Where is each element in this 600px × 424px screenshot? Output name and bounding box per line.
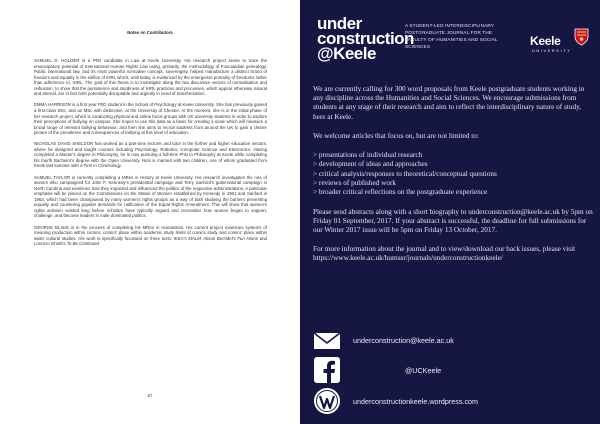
info-paragraph: For more information about the journal and to view/download our back issues, please visit https://www.keele.ac.uk/humssr/journals/underconstructionkeele/ [313, 245, 576, 263]
topics-list [313, 151, 593, 197]
bio-blake-end: . [98, 241, 101, 247]
keele-university-logo [530, 28, 590, 56]
topic-item: > development of ideas and approaches [313, 160, 428, 169]
keele-subtitle: UNIVERSITY [532, 49, 572, 53]
email-contact[interactable] [313, 326, 593, 354]
bio-blake-italic-1: MALM [188, 235, 201, 241]
bio-blake [34, 225, 267, 247]
wordpress-link[interactable]: underconstructionkeele.wordpress.com [353, 397, 479, 406]
bio-sheldon: NICHOLAS DAVID SHELDON has worked as a part-time lecturer and tutor in the further and higher education sectors, where he designed and taught courses including Psychology, Robotics, Computer Science and Electronics. Having completed a Master's degree in Philosophy, he is now pursuing a full-time PhD in Philosophy at Keele while completing his fourth Bachelor's degree with the Open University. Nick is married with two children, one of whom graduated from Keele last summer with a First in Criminology. [34, 141, 267, 169]
contributor-bios [34, 58, 267, 252]
facebook-icon [313, 356, 341, 384]
topic-item: > critical analysis/responses to theoretical/conceptual questions [313, 169, 497, 178]
logo-line-3: @Keele [317, 44, 376, 63]
topic-item: > broader critical reflections on the postgraduate experience [313, 188, 488, 197]
bio-blake-mid-2: and Lorenzo Ghetti's [34, 235, 267, 247]
intro-paragraph: We are currently calling for 300 word proposals from Keele postgraduate students working in any discipline across the Humanities and Social Sciences. We encourage submissions from students at any stage of their research and aim to reflect the interdisciplinary nature of study, here at Keele. [313, 85, 585, 121]
submission-paragraph: Please send abstracts along with a short biography to underconstruction@keele.ac.uk by 5pm on Friday 01 September, 2017. If your abstract is successful, the deadline for full submissions for our Winter 2017 issue will be 5pm on Friday 13 October, 2017. [313, 207, 593, 234]
right-page [300, 0, 600, 424]
bio-blake-mid: , Alison Bechdel's [200, 235, 238, 241]
page-title: Notes on Contributors [127, 30, 173, 35]
keele-wordmark: Keele [530, 34, 561, 48]
email-link[interactable]: underconstruction@keele.ac.uk [353, 336, 454, 345]
wordpress-contact[interactable] [313, 387, 593, 415]
call-for-papers [313, 85, 593, 274]
mail-icon [313, 326, 341, 354]
journal-logo [317, 16, 414, 61]
twitter-contact[interactable] [313, 356, 593, 384]
journal-tagline: A STUDENT-LED INTERDISCIPLINARY POSTGRADUATE JOURNAL FOR THE FACULTY OF HUMANITIES AND SOCIAL SCIENCES [405, 23, 498, 49]
bio-blake-text: GEORGE BLAKE is in the process of completing his MRes in Humanities. His current project examines systems of meaning production within comics; comics' place within academic study limits of comics study and comics' place within wider cultural studies. His work is specifically focussed on three texts: IKEA's [34, 224, 267, 241]
keele-crest-icon [574, 28, 589, 46]
logo-line-1: under [317, 14, 362, 33]
wordpress-icon [313, 387, 341, 415]
topic-item: > reviews of published work [313, 178, 397, 187]
bio-blake-italic-2: Fun Home [237, 235, 259, 241]
bio-taylor: SAMUEL TAYLOR is currently completing a MRes in History at Keele University. His research investigates the role of women who campaigned for John F. Kennedy's presidential campaign and Terry Sanford's gubernatorial campaign in North Carolina and examines how they impacted and influenced the politics of the respective administrations. A particular emphasis will be placed on the Commissions on the Status of Women established by Kennedy in 1961 and Sanford in 1963, which had been championed by many women's rights groups as a way of both studying the barriers preventing equality and countering popular demands for ratification of the Equal Rights Amendment. This will show that women's rights activism existed long before scholars have typically argued and reconsider how women began to support, challenge, and become leaders in male dominated politics. [34, 174, 267, 219]
page-number: 57 [147, 393, 153, 398]
bio-blake-italic-3: To Be Continued [66, 241, 99, 247]
bio-holder: SAMUEL D. HOLDER is a PhD candidate in Law at Keele University. His research project seeks to trace the emancipatory potential of International Human Rights Law using, primarily, the methodology of Foucauldian genealogy. Public international law, and its most powerful normative concept, sovereignty, helped manufacture a distinct brand of freedom and equality in the edifice of IHRL which, until today, is evidenced by the emergence primarily of freedoms rather than adherence to, IHRL. The goal of this thesis is to investigate along the two discursive vectors of normalisation and reification, to show that the persistence and sturdiness of IHRL practices and processes, which appear otherwise natural and eternal, are in fact both potentially disruptable and urgently in need of transformation. [34, 58, 267, 97]
twitter-handle[interactable]: @UCKeele [405, 366, 442, 375]
logo-line-2: construction [317, 29, 414, 48]
topics-intro: We welcome articles that focus on, but are not limited to: [313, 131, 479, 140]
topics-section [313, 132, 593, 141]
topic-item: > presentations of individual research [313, 151, 423, 160]
bio-harrison: EMMA HARRISON is a first year PhD student in the School of Psychology at Keele University. She has previously gained a first-class BSc, and an MSc with distinction, at the University of Chester. At the moment, she is in the initial phase of her research project, which is conducting physical and online focus groups with UK university students in order to explore their perceptions of bullying on campus. She hopes to use this data as a basis for creating a scale which will measure a broad range of relevant bullying behaviour, and then she aims to recruit students from around the UK to gain a clearer picture of the prevalence and consequences of bullying at this level of education. [34, 102, 267, 136]
